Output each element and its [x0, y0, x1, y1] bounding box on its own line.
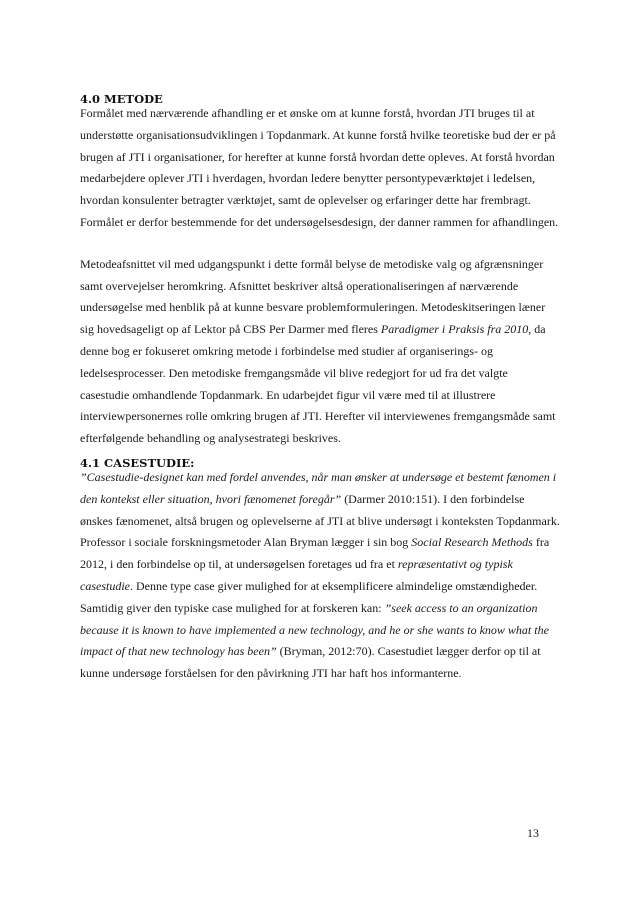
- book-title-social-research-methods: Social Research Methods: [411, 535, 533, 550]
- paragraph-text: Metodeafsnittet vil med udgangspunkt i dette formål belyse de metodiske valg og afgrænsninger samt overvejelser heromkring. Afsnittet beskriver altså operationaliseringen af nærværende undersøgelse med henblik på at kunne besvare problemformuleringen. Metodeskitseringen læner sig hovedsageligt op af Lektor på CBS Per Darmer med fleres: [80, 256, 546, 337]
- paragraph-text: . Denne type case giver mulighed for at eksemplificere almindelige omstændigheder. Samtidig giver den typiske case mulighed for at forskeren kan:: [80, 578, 538, 615]
- section-heading-casestudie: 4.1 CASESTUDIE:: [80, 455, 195, 470]
- quote-bryman: ”seek access to an organization because it is known to have implemented a new technology, and he or she wants to know what the impact of that new technology has been”: [80, 600, 549, 659]
- paragraph-text: , da denne bog er fokuseret omkring metode i forbindelse med studier af organiserings- og ledelsesprocesser. Den metodiske fremgangsmåde vil blive redegjort for ud fra det valgte casestudie omhandlende Topdanmark. En udarbejdet figur vil være med til at illustrere interviewpersonernes rolle omkring brugen af JTI. Herefter vil interviewenes fremgangsmåde samt efterfølgende behandling og analysestrategi beskrives.: [80, 322, 556, 446]
- paragraph-casestudie: [80, 467, 560, 685]
- paragraph-metode-afsnit: [80, 254, 560, 450]
- paragraph-text: (Bryman, 2012:70). Casestudiet lægger derfor op til at kunne undersøge forståelsen for den påvirkning JTI har haft hos informanterne.: [80, 644, 541, 681]
- paragraph-text: (Darmer 2010:151). I den forbindelse ønskes fænomenet, altså brugen og oplevelserne af JTI at blive undersøgt i konteksten Topdanmark. Professor i sociale forskningsmetoder Alan Bryman lægger i sin bog: [80, 491, 560, 550]
- paragraph-metode-intro: Formålet med nærværende afhandling er et ønske om at kunne forstå, hvordan JTI bruges til at understøtte organisationsudviklingen i Topdanmark. At kunne forstå hvilke teoretiske bud der er på brugen af JTI i organisationer, for herefter at kunne forstå hvordan dette opleves. At forstå hvordan medarbejdere oplever JTI i hverdagen, hvordan ledere benytter persontypeværktøjet i ledelsen, hvordan konsulenter betragter værktøjet, samt de oplevelser og erfaringer dette har frembragt. Formålet er derfor bestemmende for det undersøgelsesdesign, der danner rammen for afhandlingen.: [80, 106, 559, 229]
- paragraph-text: fra 2012, i den forbindelse op til, at undersøgelsen foretages ud fra et: [80, 535, 550, 572]
- quote-darmer: ”Casestudie-designet kan med fordel anvendes, når man ønsker at undersøge et bestemt fænomen i den kontekst eller situation, hvori fænomenet foregår”: [80, 469, 557, 506]
- page-number: 13: [527, 826, 539, 840]
- page-content: [80, 92, 560, 685]
- italic-term-case: repræsentativt og typisk casestudie: [80, 557, 513, 593]
- section-heading-metode: 4.0 METODE: [80, 92, 163, 106]
- book-title-paradigmer: Paradigmer i Praksis fra 2010: [380, 322, 529, 337]
- paragraph-spacer: [80, 234, 560, 254]
